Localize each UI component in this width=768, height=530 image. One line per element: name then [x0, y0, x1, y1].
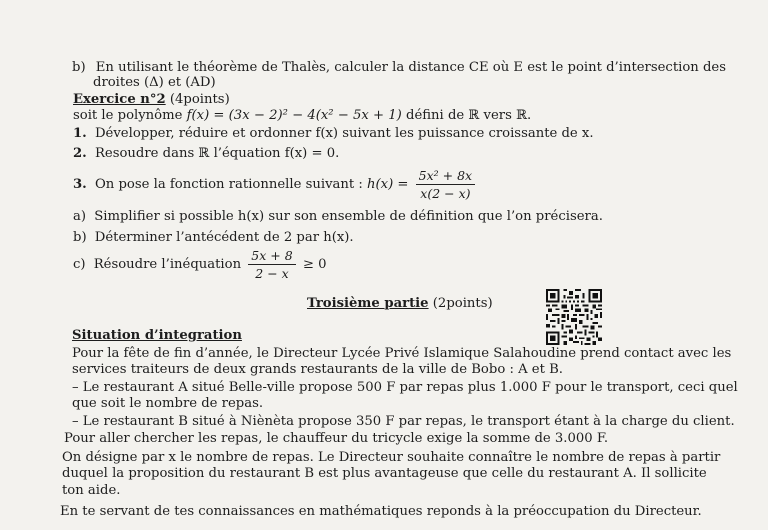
qa-label: a) — [73, 209, 87, 224]
part3-points: (2points) — [432, 296, 493, 311]
exercise2-heading — [73, 92, 230, 108]
qc-suffix: ≥ 0 — [302, 257, 327, 272]
qr-code-icon — [546, 289, 602, 345]
intro-suffix: défini de ℝ vers ℝ. — [401, 108, 532, 123]
qc-label: c) — [73, 257, 86, 272]
q1-text: Développer, réduire et ordonner f(x) suivant les puissance croissante de x. — [94, 126, 594, 141]
q2-text: Resoudre dans ℝ l’équation f(x) = 0. — [94, 146, 340, 161]
exercise2-q1 — [73, 126, 594, 142]
q3-fraction-numerator: 5x² + 8x — [416, 168, 475, 185]
part3-heading — [307, 296, 493, 312]
qb-text: Déterminer l’antécédent de 2 par h(x). — [94, 230, 354, 245]
qc-prefix: Résoudre l’inéquation — [93, 257, 242, 272]
exercise2-intro — [73, 108, 531, 124]
q3-fraction-denominator: x(2 − x) — [420, 186, 471, 201]
situation-line: – Le restaurant A situé Belle-ville propose 500 F par repas plus 1.000 F pour le transport, ceci quel — [72, 380, 738, 395]
exercise2-qb — [73, 230, 354, 246]
exercise2-q2 — [73, 146, 339, 162]
q3-fraction — [416, 168, 475, 201]
exercise2-title: Exercice n°2 — [73, 92, 166, 107]
exercise2-points: (4points) — [169, 92, 230, 107]
situation-line: que soit le nombre de repas. — [72, 396, 264, 411]
intro-prefix: soit le polynôme — [73, 108, 187, 123]
item-label: b) — [72, 60, 86, 75]
exercise1-item-b — [72, 60, 726, 76]
qc-fraction — [248, 248, 295, 281]
qa-text: Simplifier si possible h(x) sur son ensemble de définition que l’on précisera. — [94, 209, 603, 224]
part3-title: Troisième partie — [307, 296, 429, 311]
situation-line: Pour aller chercher les repas, le chauffeur du tricycle exige la somme de 3.000 F. — [64, 431, 609, 446]
exercise2-qa — [73, 209, 603, 225]
qc-fraction-numerator: 5x + 8 — [248, 248, 295, 265]
q3-number: 3. — [73, 177, 87, 192]
situation-line: services traiteurs de deux grands restaurants de la ville de Bobo : A et B. — [72, 362, 563, 377]
qc-fraction-denominator: 2 − x — [255, 266, 289, 281]
q1-number: 1. — [73, 126, 87, 141]
q3-function: h(x) = — [367, 177, 409, 192]
situation-line: On désigne par x le nombre de repas. Le Directeur souhaite connaître le nombre de repas à partir — [62, 450, 721, 465]
item-text: En utilisant le théorème de Thalès, calculer la distance CE où E est le point d’intersection des — [95, 60, 726, 75]
qb-label: b) — [73, 230, 87, 245]
situation-line: En te servant de tes connaissances en mathématiques reponds à la préoccupation du Directeur. — [60, 504, 702, 519]
exercise2-qc — [73, 248, 327, 282]
situation-line: duquel la proposition du restaurant B est plus avantageuse que celle du restaurant A. Il sollicite — [62, 466, 707, 481]
q2-number: 2. — [73, 146, 87, 161]
situation-line: ton aide. — [62, 483, 121, 498]
q3-prefix: On pose la fonction rationnelle suivant : — [94, 177, 367, 192]
intro-formula: f(x) = (3x − 2)² − 4(x² − 5x + 1) — [186, 108, 402, 123]
exercise1-item-b-line2: droites (Δ) et (AD) — [93, 75, 216, 90]
situation-title: Situation d’integration — [72, 328, 242, 343]
exercise2-q3 — [73, 168, 478, 202]
situation-line: – Le restaurant B situé à Niènèta propose 350 F par repas, le transport étant à la charge du client. — [72, 414, 735, 429]
situation-line: Pour la fête de fin d’année, le Directeur Lycée Privé Islamique Salahoudine prend contact avec les — [72, 346, 732, 361]
